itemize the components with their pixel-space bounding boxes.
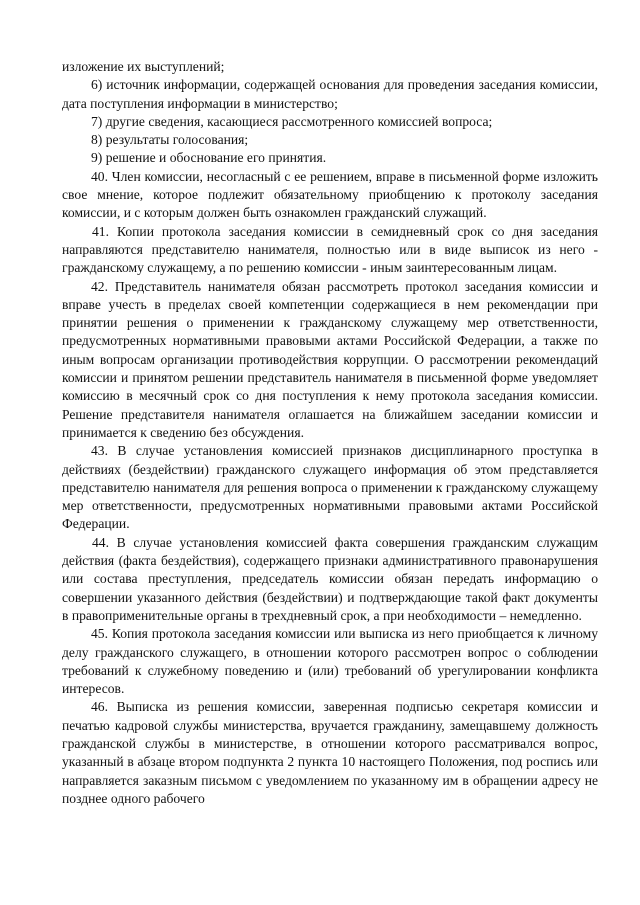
paragraph-43: 43. В случае установления комиссией признаков дисциплинарного проступка в действиях (бездействии) гражданского служащего информация об этом представляется представителю нанимателя для решения вопроса о применении к гражданскому служащему мер ответственности, предусмотренных нормативными правовыми актами Российской Федерации. (62, 443, 598, 532)
paragraph-continuation: изложение их выступлений; (62, 59, 225, 74)
paragraph-40: 40. Член комиссии, несогласный с ее решением, вправе в письменной форме изложить свое мнение, которое подлежит обязательному приобщению к протоколу заседания комиссии, и с которым должен быть ознакомлен гражданский служащий. (62, 168, 598, 221)
paragraph-41: 41. Копии протокола заседания комиссии в семидневный срок со дня заседания направляются представителю нанимателя, полностью или в виде выписок из него - гражданскому служащему, а по решению комиссии - иным заинтересованным лицам. (62, 223, 598, 276)
paragraph-46: 46. Выписка из решения комиссии, заверенная подписью секретаря комиссии и печатью кадровой службы министерства, вручается гражданину, замещавшему должность гражданской службы в министерстве, в отношении которого рассматривался вопрос, указанный в абзаце втором подпункта 2 пункта 10 настоящего Положения, под роспись или направляется заказным письмом с уведомлением по указанному им в обращении адресу не позднее одного рабочего (62, 699, 598, 806)
paragraph-42: 42. Представитель нанимателя обязан рассмотреть протокол заседания комиссии и вправе учесть в пределах своей компетенции содержащиеся в нем рекомендации при принятии решения о применении к гражданскому служащему мер ответственности, предусмотренных нормативными правовыми актами Российской Федерации, а также по иным вопросам организации противодействия коррупции. О рассмотрении рекомендаций комиссии и принятом решении представитель нанимателя в письменной форме уведомляет комиссию в месячный срок со дня поступления к нему протокола заседания комиссии. Решение представителя нанимателя оглашается на ближайшем заседании комиссии и принимается к сведению без обсуждения. (62, 278, 598, 440)
list-item-9: 9) решение и обоснование его принятия. (91, 150, 327, 166)
paragraph-45: 45. Копия протокола заседания комиссии или выписка из него приобщается к личному делу гражданского служащего, в отношении которого рассмотрен вопрос о соблюдении требований к служебному поведению и (или) требований об урегулировании конфликта интересов. (62, 626, 598, 697)
list-item-6: 6) источник информации, содержащей основания для проведения заседания комиссии, дата поступления информации в министерство; (62, 77, 598, 111)
list-item-8: 8) результаты голосования; (91, 132, 249, 148)
document-page (62, 58, 598, 808)
paragraph-44: 44. В случае установления комиссией факта совершения гражданским служащим действия (факта бездействия), содержащего признаки административного правонарушения или состава преступления, председатель комиссии обязан передать информацию о совершении указанного действия (бездействии) и подтверждающие такой факт документы в правоприменительные органы в трехдневный срок, а при необходимости – немедленно. (62, 534, 598, 623)
list-item-7: 7) другие сведения, касающиеся рассмотренного комиссией вопроса; (91, 113, 493, 129)
